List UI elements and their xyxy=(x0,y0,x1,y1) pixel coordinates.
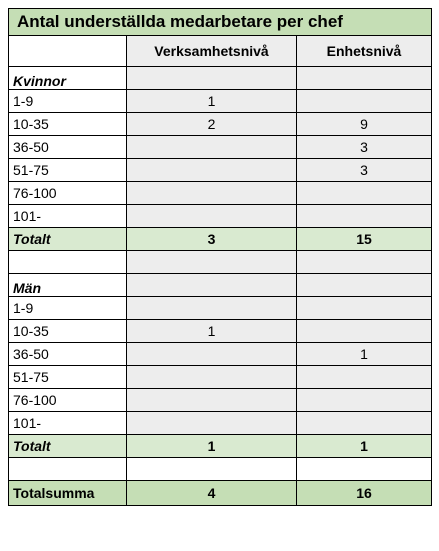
table-row xyxy=(9,343,432,366)
section-label[interactable]: Män xyxy=(9,274,127,297)
spacer-cell[interactable] xyxy=(9,251,127,274)
enhet-cell[interactable] xyxy=(297,320,432,343)
staff-per-manager-table xyxy=(8,8,432,506)
verksamhet-cell[interactable]: 2 xyxy=(127,113,297,136)
total-label[interactable]: Totalt xyxy=(9,435,127,458)
enhet-cell[interactable] xyxy=(297,366,432,389)
section-blank-cell[interactable] xyxy=(297,67,432,90)
table-row xyxy=(9,320,432,343)
table-row xyxy=(9,136,432,159)
table-row xyxy=(9,389,432,412)
verksamhet-cell[interactable] xyxy=(127,412,297,435)
total-verksamhet-cell[interactable]: 1 xyxy=(127,435,297,458)
header-blank-cell[interactable] xyxy=(9,36,127,67)
verksamhet-cell[interactable] xyxy=(127,366,297,389)
range-cell[interactable]: 1-9 xyxy=(9,90,127,113)
table-title[interactable]: Antal underställda medarbetare per chef xyxy=(9,9,432,36)
blank-cell[interactable] xyxy=(297,458,432,481)
section-row-kvinnor xyxy=(9,67,432,90)
range-cell[interactable]: 101- xyxy=(9,205,127,228)
range-cell[interactable]: 76-100 xyxy=(9,182,127,205)
section-row-man xyxy=(9,274,432,297)
verksamhet-cell[interactable] xyxy=(127,136,297,159)
verksamhet-cell[interactable]: 1 xyxy=(127,320,297,343)
spacer-cell[interactable] xyxy=(127,251,297,274)
blank-cell[interactable] xyxy=(9,458,127,481)
range-cell[interactable]: 51-75 xyxy=(9,366,127,389)
grand-total-row xyxy=(9,481,432,506)
enhet-cell[interactable]: 9 xyxy=(297,113,432,136)
range-cell[interactable]: 51-75 xyxy=(9,159,127,182)
title-row xyxy=(9,9,432,36)
enhet-cell[interactable] xyxy=(297,389,432,412)
section-blank-cell[interactable] xyxy=(127,67,297,90)
total-row-kvinnor xyxy=(9,228,432,251)
verksamhet-cell[interactable] xyxy=(127,159,297,182)
total-row-man xyxy=(9,435,432,458)
range-cell[interactable]: 10-35 xyxy=(9,113,127,136)
total-label[interactable]: Totalt xyxy=(9,228,127,251)
table-row xyxy=(9,297,432,320)
table-row xyxy=(9,205,432,228)
verksamhet-cell[interactable] xyxy=(127,389,297,412)
spreadsheet xyxy=(8,8,431,506)
verksamhet-cell[interactable] xyxy=(127,297,297,320)
section-blank-cell[interactable] xyxy=(127,274,297,297)
range-cell[interactable]: 101- xyxy=(9,412,127,435)
header-row xyxy=(9,36,432,67)
grand-total-label[interactable]: Totalsumma xyxy=(9,481,127,506)
grand-total-verksamhet-cell[interactable]: 4 xyxy=(127,481,297,506)
enhet-cell[interactable] xyxy=(297,182,432,205)
section-blank-cell[interactable] xyxy=(297,274,432,297)
enhet-cell[interactable]: 3 xyxy=(297,136,432,159)
range-cell[interactable]: 36-50 xyxy=(9,343,127,366)
table-row xyxy=(9,412,432,435)
verksamhet-cell[interactable] xyxy=(127,205,297,228)
column-header-verksamhetsniva[interactable]: Verksamhetsnivå xyxy=(127,36,297,67)
verksamhet-cell[interactable]: 1 xyxy=(127,90,297,113)
table-row xyxy=(9,366,432,389)
verksamhet-cell[interactable] xyxy=(127,182,297,205)
blank-row xyxy=(9,458,432,481)
range-cell[interactable]: 10-35 xyxy=(9,320,127,343)
column-header-enhetsniva[interactable]: Enhetsnivå xyxy=(297,36,432,67)
total-enhet-cell[interactable]: 1 xyxy=(297,435,432,458)
section-label[interactable]: Kvinnor xyxy=(9,67,127,90)
enhet-cell[interactable] xyxy=(297,90,432,113)
spacer-row xyxy=(9,251,432,274)
blank-cell[interactable] xyxy=(127,458,297,481)
spacer-cell[interactable] xyxy=(297,251,432,274)
table-row xyxy=(9,113,432,136)
total-verksamhet-cell[interactable]: 3 xyxy=(127,228,297,251)
table-row xyxy=(9,159,432,182)
grand-total-enhet-cell[interactable]: 16 xyxy=(297,481,432,506)
range-cell[interactable]: 1-9 xyxy=(9,297,127,320)
enhet-cell[interactable]: 3 xyxy=(297,159,432,182)
enhet-cell[interactable] xyxy=(297,412,432,435)
range-cell[interactable]: 76-100 xyxy=(9,389,127,412)
total-enhet-cell[interactable]: 15 xyxy=(297,228,432,251)
enhet-cell[interactable] xyxy=(297,297,432,320)
table-row xyxy=(9,90,432,113)
enhet-cell[interactable]: 1 xyxy=(297,343,432,366)
table-row xyxy=(9,182,432,205)
verksamhet-cell[interactable] xyxy=(127,343,297,366)
range-cell[interactable]: 36-50 xyxy=(9,136,127,159)
enhet-cell[interactable] xyxy=(297,205,432,228)
